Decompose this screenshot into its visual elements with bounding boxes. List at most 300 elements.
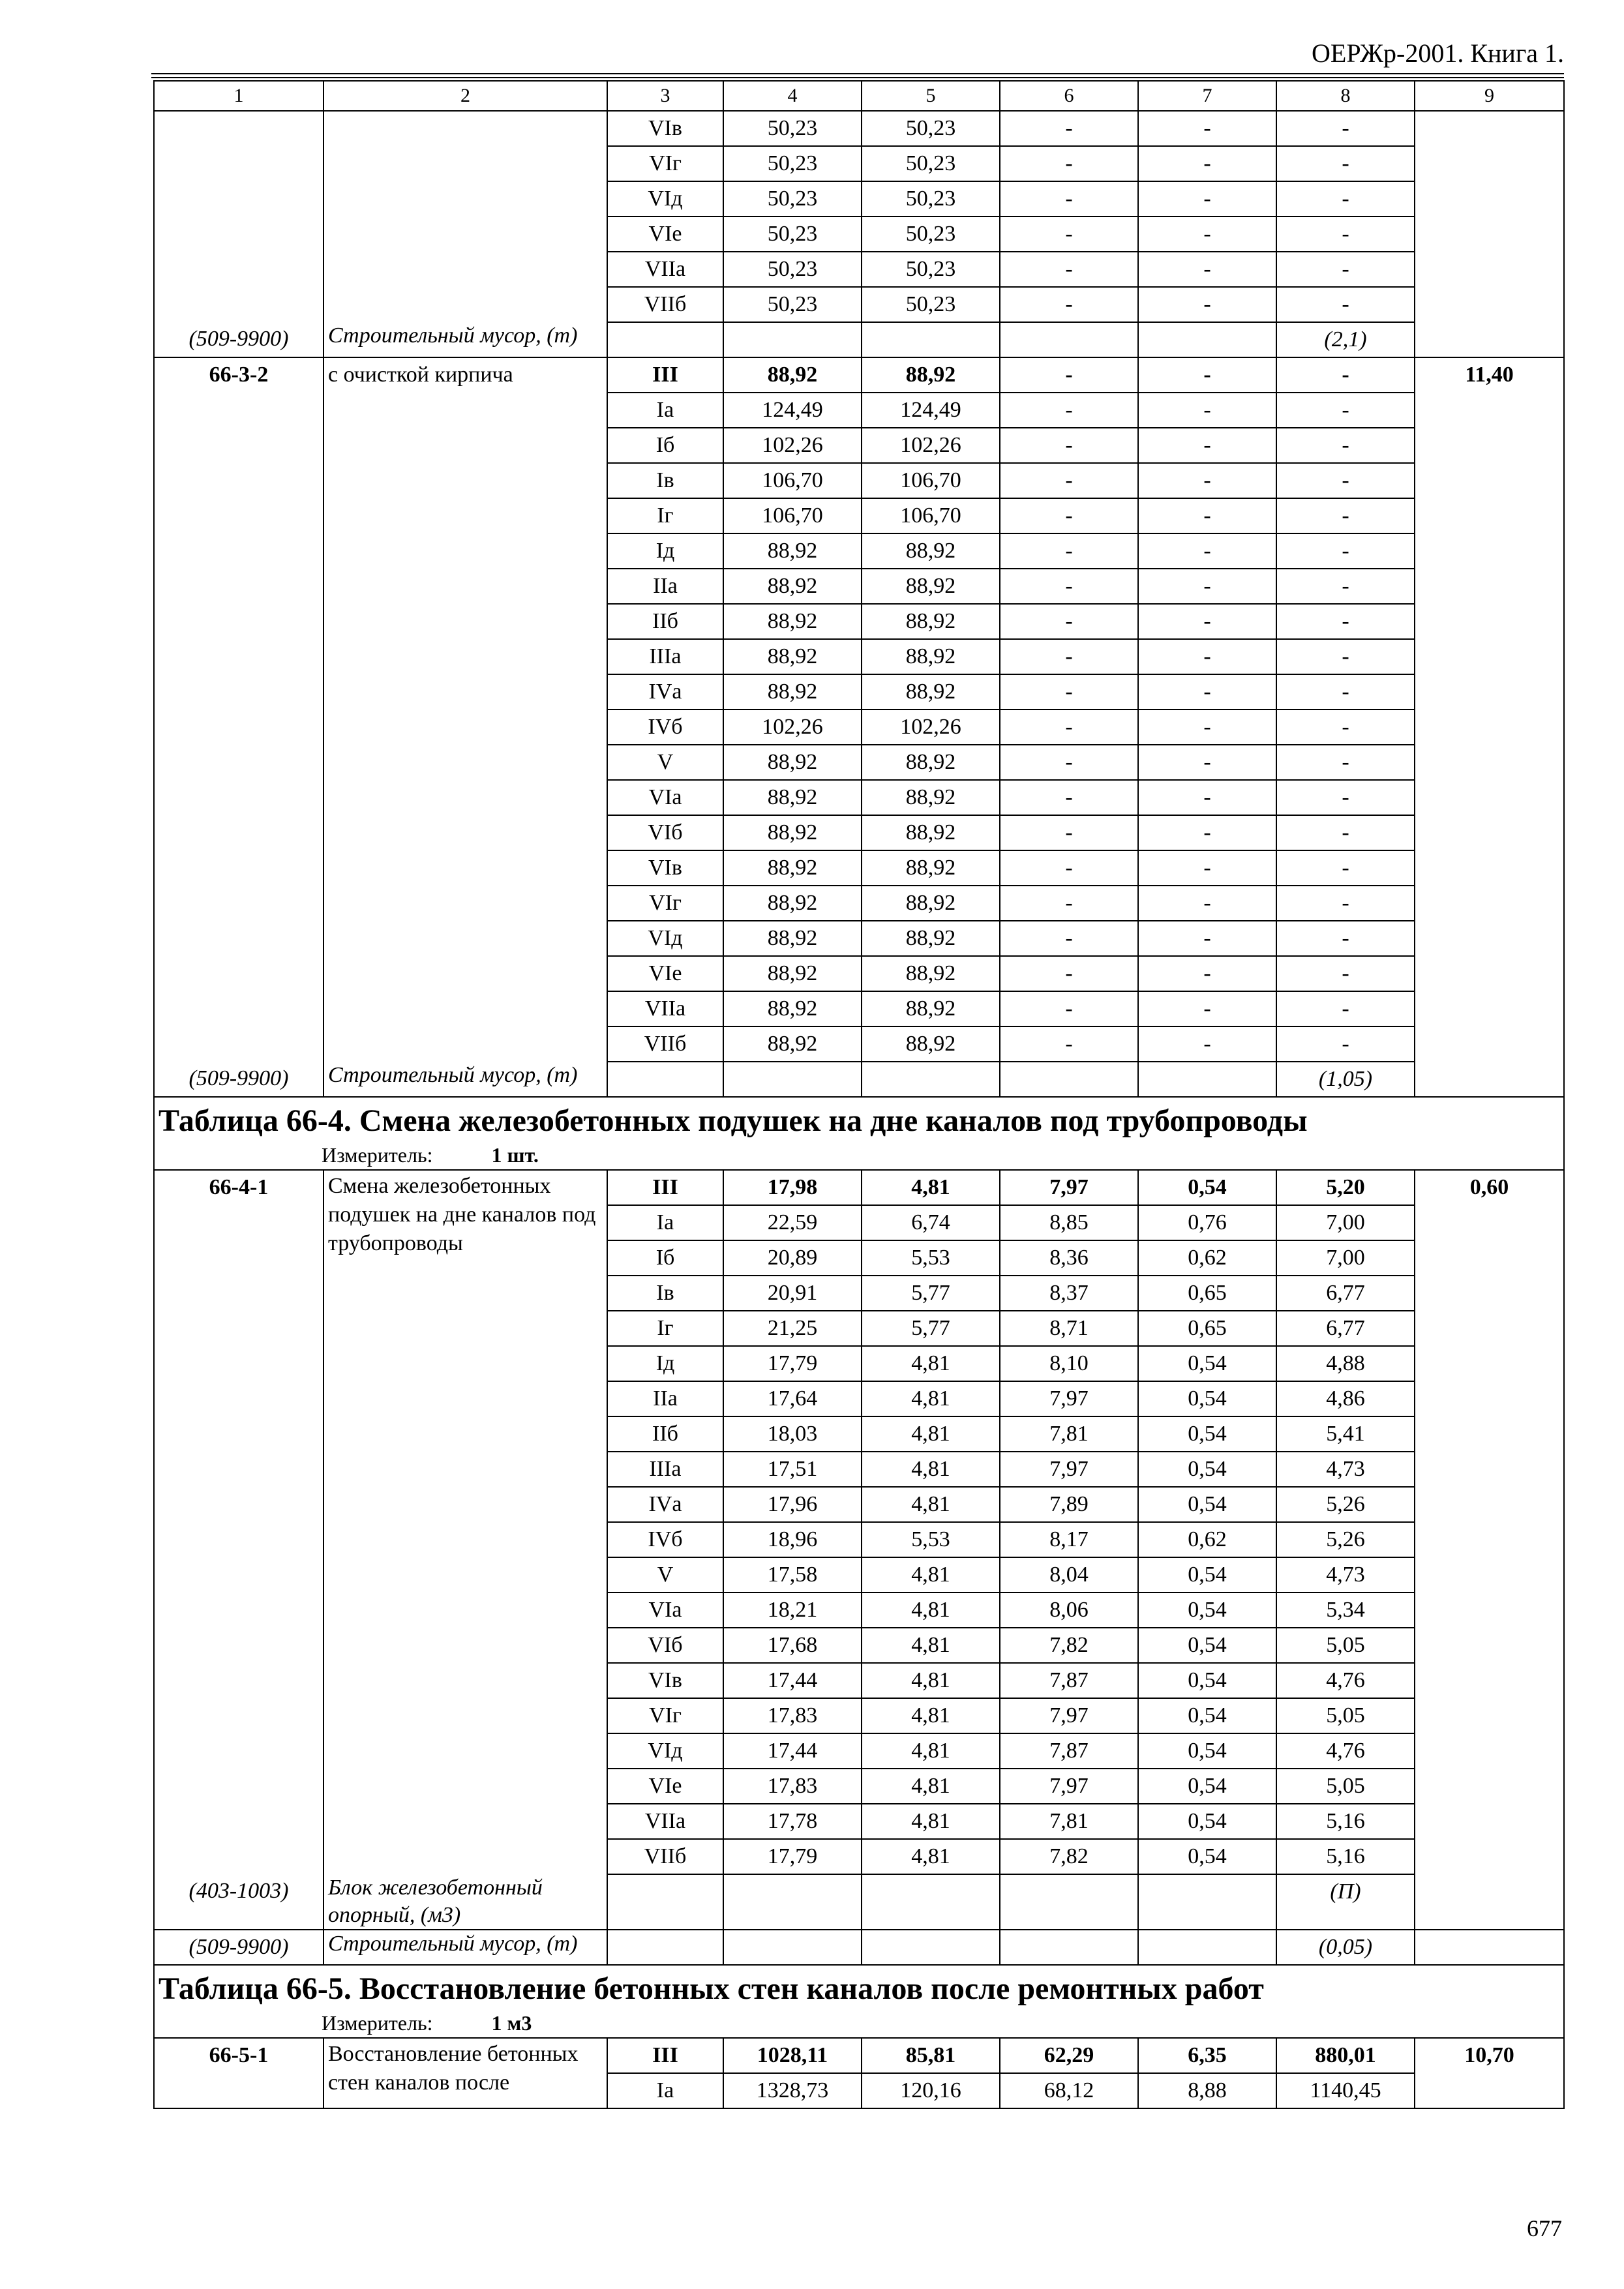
value-cell: - (1138, 850, 1276, 886)
table-row (154, 1769, 1564, 1804)
value-cell: - (1138, 393, 1276, 428)
value-cell: - (1138, 1026, 1276, 1062)
name-cell (323, 815, 607, 850)
value-cell: 50,23 (723, 252, 862, 287)
value-cell: 7,87 (1000, 1663, 1138, 1698)
table-row (154, 252, 1564, 287)
value-cell: 8,06 (1000, 1593, 1138, 1628)
value-cell: 88,92 (723, 1026, 862, 1062)
empty-cell (1415, 1062, 1564, 1097)
meter (322, 2009, 1559, 2037)
zone-cell: VIд (607, 1733, 723, 1769)
value-cell: - (1000, 1026, 1138, 1062)
total-cell (1415, 604, 1564, 639)
table-title-row (154, 1097, 1564, 1170)
code-cell (154, 287, 323, 322)
name-cell: с очисткой кирпича (323, 357, 607, 393)
value-cell: 6,35 (1138, 2038, 1276, 2073)
total-cell (1415, 1487, 1564, 1522)
zone-cell: IVб (607, 1522, 723, 1557)
value-cell: 0,54 (1138, 1346, 1276, 1381)
code-cell (154, 991, 323, 1026)
value-cell: 88,92 (723, 850, 862, 886)
value-cell: - (1000, 604, 1138, 639)
value-cell: 7,81 (1000, 1804, 1138, 1839)
value-cell: - (1000, 463, 1138, 498)
code-cell (154, 111, 323, 146)
value-cell: 0,54 (1138, 1487, 1276, 1522)
value-cell: - (1138, 815, 1276, 850)
total-cell (1415, 639, 1564, 674)
value-cell: 88,92 (862, 533, 1000, 569)
value-cell: 6,77 (1276, 1276, 1415, 1311)
code-cell (154, 1628, 323, 1663)
total-cell (1415, 745, 1564, 780)
name-cell (323, 1311, 607, 1346)
total-cell (1415, 1733, 1564, 1769)
zone-cell: III (607, 357, 723, 393)
name-cell (323, 1557, 607, 1593)
material-row (154, 1874, 1564, 1930)
zone-cell: Iа (607, 2073, 723, 2108)
total-cell (1415, 111, 1564, 146)
value-cell: 88,92 (862, 357, 1000, 393)
code-cell (154, 1416, 323, 1452)
price-table (153, 80, 1565, 2109)
total-cell (1415, 1522, 1564, 1557)
value-cell: 7,97 (1000, 1769, 1138, 1804)
empty-cell (862, 322, 1000, 357)
name-cell (323, 428, 607, 463)
code-cell (154, 1733, 323, 1769)
value-cell: - (1276, 674, 1415, 710)
total-cell (1415, 1346, 1564, 1381)
material-value: (1,05) (1276, 1062, 1415, 1097)
value-cell: 17,51 (723, 1452, 862, 1487)
value-cell: 17,58 (723, 1557, 862, 1593)
zone-cell: VIе (607, 217, 723, 252)
name-cell (323, 639, 607, 674)
zone-cell: VIIб (607, 1026, 723, 1062)
value-cell: - (1000, 886, 1138, 921)
material-name: Блок железобетонный опорный, (м3) (323, 1874, 607, 1930)
total-cell (1415, 2073, 1564, 2108)
name-cell (323, 181, 607, 217)
empty-cell (723, 322, 862, 357)
value-cell: 4,81 (862, 1769, 1000, 1804)
value-cell: - (1276, 533, 1415, 569)
zone-cell: IIа (607, 1381, 723, 1416)
value-cell: 88,92 (723, 639, 862, 674)
value-cell: 20,91 (723, 1276, 862, 1311)
name-cell (323, 1487, 607, 1522)
table-title-cell (154, 1097, 1564, 1170)
meter-value: 1 м3 (491, 2011, 532, 2035)
table-row (154, 357, 1564, 393)
zone-cell: V (607, 1557, 723, 1593)
name-cell (323, 1628, 607, 1663)
code-cell (154, 745, 323, 780)
value-cell: 18,96 (723, 1522, 862, 1557)
total-cell (1415, 569, 1564, 604)
value-cell: 7,00 (1276, 1205, 1415, 1240)
value-cell: 0,54 (1138, 1170, 1276, 1205)
empty-cell (862, 1062, 1000, 1097)
value-cell: 5,26 (1276, 1487, 1415, 1522)
total-cell (1415, 1240, 1564, 1276)
value-cell: - (1138, 780, 1276, 815)
value-cell: 88,92 (862, 569, 1000, 604)
zone-cell: VIв (607, 850, 723, 886)
value-cell: 17,78 (723, 1804, 862, 1839)
value-cell: 4,81 (862, 1170, 1000, 1205)
zone-cell: VIIа (607, 991, 723, 1026)
value-cell: - (1000, 428, 1138, 463)
name-cell (323, 1276, 607, 1311)
zone-cell: VIе (607, 956, 723, 991)
value-cell: - (1000, 287, 1138, 322)
zone-cell: Iг (607, 1311, 723, 1346)
empty-cell (1000, 322, 1138, 357)
code-cell (154, 604, 323, 639)
empty-cell (607, 1874, 723, 1930)
value-cell: 5,16 (1276, 1839, 1415, 1874)
value-cell: - (1276, 217, 1415, 252)
value-cell: 88,92 (723, 674, 862, 710)
table-row (154, 463, 1564, 498)
value-cell: 0,54 (1138, 1698, 1276, 1733)
value-cell: 88,92 (862, 674, 1000, 710)
value-cell: 106,70 (723, 463, 862, 498)
code-cell (154, 217, 323, 252)
code-cell (154, 1804, 323, 1839)
name-cell (323, 956, 607, 991)
total-cell (1415, 533, 1564, 569)
value-cell: - (1276, 780, 1415, 815)
value-cell: - (1000, 780, 1138, 815)
code-cell: 66-3-2 (154, 357, 323, 393)
total-cell (1415, 393, 1564, 428)
total-cell (1415, 1804, 1564, 1839)
value-cell: 0,54 (1138, 1452, 1276, 1487)
value-cell: - (1000, 146, 1138, 181)
name-cell (323, 1839, 607, 1874)
value-cell: 1028,11 (723, 2038, 862, 2073)
value-cell: 4,81 (862, 1628, 1000, 1663)
value-cell: - (1000, 181, 1138, 217)
material-row (154, 322, 1564, 357)
value-cell: 5,77 (862, 1276, 1000, 1311)
value-cell: - (1000, 252, 1138, 287)
table-title-cell (154, 1965, 1564, 2038)
zone-cell: Iд (607, 533, 723, 569)
value-cell: 0,54 (1138, 1663, 1276, 1698)
total-cell (1415, 956, 1564, 991)
total-cell: 10,70 (1415, 2038, 1564, 2073)
table-row (154, 780, 1564, 815)
zone-cell: Iг (607, 498, 723, 533)
value-cell: 4,81 (862, 1416, 1000, 1452)
total-cell (1415, 463, 1564, 498)
value-cell: 7,89 (1000, 1487, 1138, 1522)
zone-cell: VIд (607, 921, 723, 956)
value-cell: 62,29 (1000, 2038, 1138, 2073)
value-cell: - (1000, 357, 1138, 393)
material-name: Строительный мусор, (т) (323, 322, 607, 357)
material-value: (0,05) (1276, 1930, 1415, 1965)
name-cell (323, 146, 607, 181)
zone-cell: IIIа (607, 1452, 723, 1487)
table-row (154, 1276, 1564, 1311)
table-row (154, 2038, 1564, 2073)
total-cell (1415, 1381, 1564, 1416)
total-cell (1415, 921, 1564, 956)
value-cell: 88,92 (723, 533, 862, 569)
value-cell: 17,44 (723, 1733, 862, 1769)
value-cell: - (1276, 639, 1415, 674)
column-number: 8 (1276, 81, 1415, 111)
value-cell: 6,74 (862, 1205, 1000, 1240)
book-header: ОЕРЖр-2001. Книга 1. (1312, 38, 1564, 68)
column-number: 3 (607, 81, 723, 111)
meter-value: 1 шт. (491, 1143, 539, 1167)
code-cell (154, 428, 323, 463)
empty-cell (723, 1874, 862, 1930)
value-cell: - (1276, 850, 1415, 886)
value-cell: 50,23 (862, 181, 1000, 217)
table-row (154, 1346, 1564, 1381)
code-cell (154, 463, 323, 498)
table-row (154, 569, 1564, 604)
value-cell: 17,83 (723, 1769, 862, 1804)
code-cell (154, 710, 323, 745)
total-cell (1415, 1276, 1564, 1311)
table-row (154, 1839, 1564, 1874)
value-cell: - (1138, 533, 1276, 569)
total-cell (1415, 1557, 1564, 1593)
code-cell (154, 1026, 323, 1062)
meter-label: Измеритель: (322, 1143, 433, 1167)
name-cell (323, 1804, 607, 1839)
meter-label: Измеритель: (322, 2011, 433, 2035)
empty-cell (607, 1062, 723, 1097)
code-cell (154, 393, 323, 428)
name-cell (323, 569, 607, 604)
value-cell: 85,81 (862, 2038, 1000, 2073)
value-cell: - (1000, 710, 1138, 745)
value-cell: 50,23 (862, 252, 1000, 287)
value-cell: - (1276, 991, 1415, 1026)
empty-cell (1000, 1874, 1138, 1930)
table-body (154, 81, 1564, 2108)
total-cell (1415, 1769, 1564, 1804)
name-cell (323, 1452, 607, 1487)
column-number: 6 (1000, 81, 1138, 111)
table-row (154, 639, 1564, 674)
zone-cell: IVа (607, 674, 723, 710)
value-cell: - (1138, 217, 1276, 252)
code-cell (154, 780, 323, 815)
zone-cell: IIIа (607, 639, 723, 674)
zone-cell: VIг (607, 1698, 723, 1733)
value-cell: - (1000, 569, 1138, 604)
value-cell: 0,62 (1138, 1522, 1276, 1557)
name-cell (323, 780, 607, 815)
value-cell: 17,96 (723, 1487, 862, 1522)
total-cell (1415, 1593, 1564, 1628)
value-cell: - (1138, 956, 1276, 991)
value-cell: 7,00 (1276, 1240, 1415, 1276)
column-number: 4 (723, 81, 862, 111)
zone-cell: Iб (607, 1240, 723, 1276)
value-cell: 0,54 (1138, 1381, 1276, 1416)
total-cell (1415, 252, 1564, 287)
value-cell: 50,23 (723, 181, 862, 217)
value-cell: 88,92 (723, 357, 862, 393)
empty-cell (1138, 1874, 1276, 1930)
table-row (154, 1452, 1564, 1487)
value-cell: 4,81 (862, 1804, 1000, 1839)
zone-cell: Iа (607, 393, 723, 428)
value-cell: 7,87 (1000, 1733, 1138, 1769)
value-cell: - (1276, 498, 1415, 533)
code-cell (154, 956, 323, 991)
value-cell: 5,41 (1276, 1416, 1415, 1452)
empty-cell (1415, 1930, 1564, 1965)
table-row (154, 111, 1564, 146)
total-cell (1415, 428, 1564, 463)
material-code: (509-9900) (154, 1062, 323, 1097)
value-cell: - (1276, 463, 1415, 498)
code-cell (154, 2073, 323, 2108)
name-cell (323, 991, 607, 1026)
column-number: 5 (862, 81, 1000, 111)
value-cell: 7,97 (1000, 1698, 1138, 1733)
value-cell: - (1138, 146, 1276, 181)
value-cell: 102,26 (723, 428, 862, 463)
value-cell: 50,23 (723, 146, 862, 181)
value-cell: - (1138, 674, 1276, 710)
value-cell: - (1000, 815, 1138, 850)
value-cell: 4,73 (1276, 1452, 1415, 1487)
value-cell: - (1276, 921, 1415, 956)
value-cell: 8,71 (1000, 1311, 1138, 1346)
value-cell: 8,10 (1000, 1346, 1138, 1381)
value-cell: 102,26 (723, 710, 862, 745)
table-row (154, 1698, 1564, 1733)
value-cell: 4,88 (1276, 1346, 1415, 1381)
code-cell (154, 639, 323, 674)
table-row (154, 393, 1564, 428)
total-cell: 0,60 (1415, 1170, 1564, 1205)
value-cell: 5,77 (862, 1311, 1000, 1346)
value-cell: 17,64 (723, 1381, 862, 1416)
empty-cell (1000, 1930, 1138, 1965)
name-cell (323, 1698, 607, 1733)
table-row (154, 1311, 1564, 1346)
value-cell: 17,44 (723, 1663, 862, 1698)
value-cell: 18,21 (723, 1593, 862, 1628)
value-cell: - (1276, 745, 1415, 780)
name-cell (323, 1769, 607, 1804)
value-cell: 88,92 (862, 815, 1000, 850)
code-cell: 66-5-1 (154, 2038, 323, 2073)
code-cell (154, 815, 323, 850)
value-cell: - (1000, 111, 1138, 146)
code-cell (154, 1452, 323, 1487)
value-cell: - (1276, 287, 1415, 322)
code-cell (154, 1205, 323, 1240)
code-cell (154, 850, 323, 886)
value-cell: 880,01 (1276, 2038, 1415, 2073)
value-cell: 88,92 (723, 745, 862, 780)
name-cell (323, 1381, 607, 1416)
value-cell: 88,92 (862, 745, 1000, 780)
value-cell: - (1276, 146, 1415, 181)
code-cell (154, 1240, 323, 1276)
value-cell: 7,97 (1000, 1452, 1138, 1487)
total-cell (1415, 710, 1564, 745)
zone-cell: VIб (607, 1628, 723, 1663)
value-cell: 0,54 (1138, 1593, 1276, 1628)
value-cell: - (1138, 181, 1276, 217)
total-cell (1415, 1205, 1564, 1240)
value-cell: 88,92 (723, 921, 862, 956)
zone-cell: V (607, 745, 723, 780)
value-cell: - (1276, 428, 1415, 463)
empty-cell (1415, 322, 1564, 357)
value-cell: 8,36 (1000, 1240, 1138, 1276)
zone-cell: VIд (607, 181, 723, 217)
table-row (154, 1557, 1564, 1593)
table-row (154, 287, 1564, 322)
column-number: 1 (154, 81, 323, 111)
code-cell (154, 1698, 323, 1733)
value-cell: 0,54 (1138, 1557, 1276, 1593)
empty-cell (723, 1930, 862, 1965)
table-row (154, 146, 1564, 181)
value-cell: 18,03 (723, 1416, 862, 1452)
total-cell (1415, 498, 1564, 533)
zone-cell: VIг (607, 146, 723, 181)
zone-cell: Iв (607, 463, 723, 498)
value-cell: 8,17 (1000, 1522, 1138, 1557)
value-cell: - (1276, 252, 1415, 287)
value-cell: - (1000, 991, 1138, 1026)
zone-cell: VIа (607, 780, 723, 815)
name-cell (323, 1346, 607, 1381)
value-cell: - (1138, 463, 1276, 498)
value-cell: 0,54 (1138, 1733, 1276, 1769)
material-name: Строительный мусор, (т) (323, 1930, 607, 1965)
empty-cell (1000, 1062, 1138, 1097)
total-cell: 11,40 (1415, 357, 1564, 393)
value-cell: 1140,45 (1276, 2073, 1415, 2108)
value-cell: 88,92 (862, 639, 1000, 674)
column-number: 2 (323, 81, 607, 111)
total-cell (1415, 1416, 1564, 1452)
table-row (154, 1663, 1564, 1698)
value-cell: 102,26 (862, 428, 1000, 463)
value-cell: 88,92 (723, 815, 862, 850)
value-cell: 68,12 (1000, 2073, 1138, 2108)
name-cell (323, 604, 607, 639)
value-cell: 50,23 (723, 287, 862, 322)
zone-cell: VIе (607, 1769, 723, 1804)
zone-cell: VIв (607, 111, 723, 146)
table-row (154, 815, 1564, 850)
empty-cell (862, 1930, 1000, 1965)
